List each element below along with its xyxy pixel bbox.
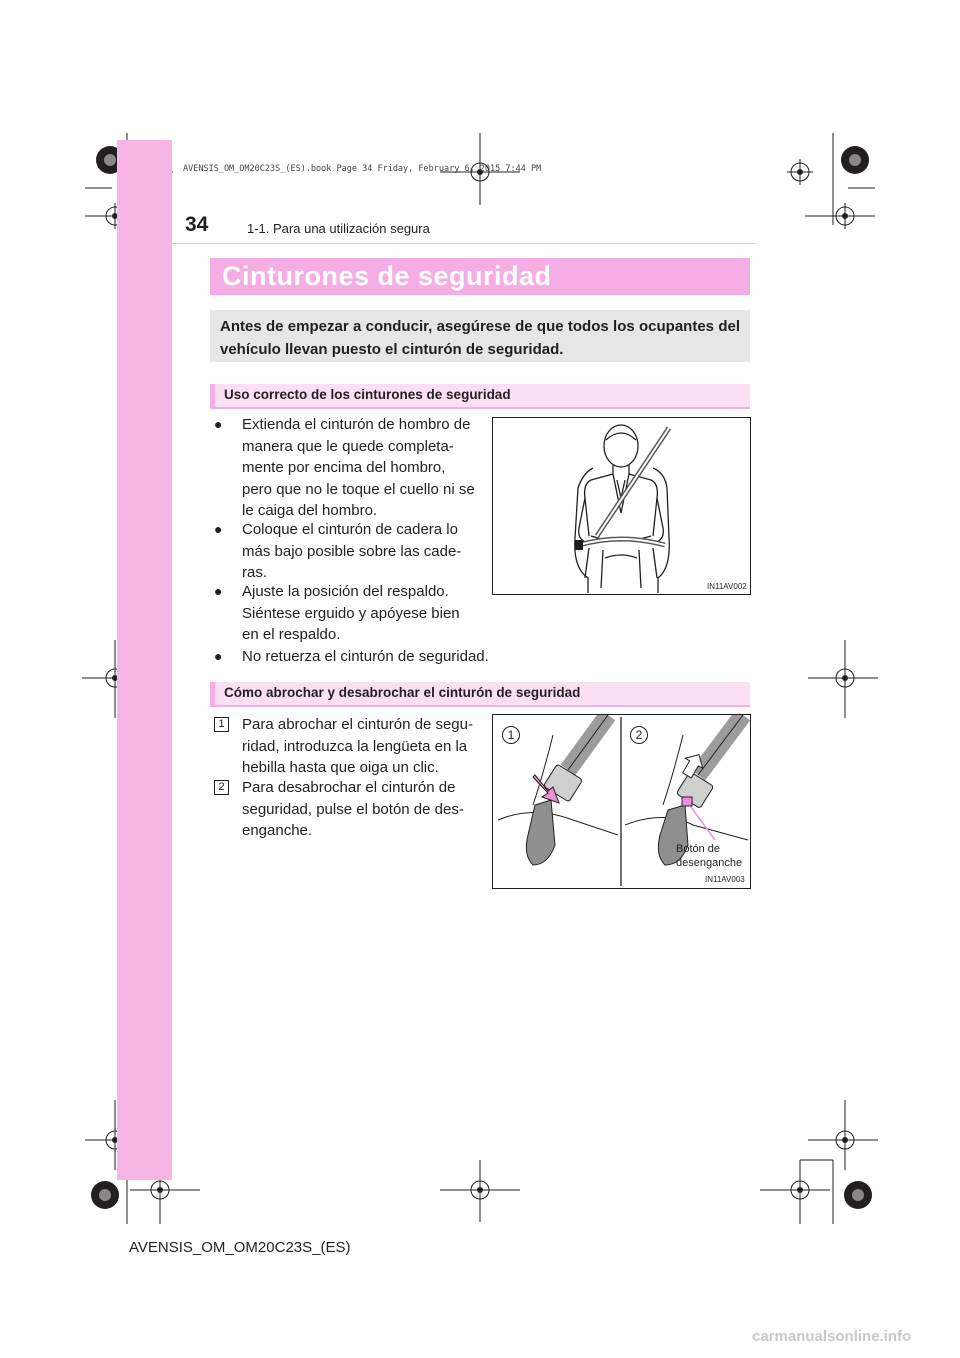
bullet-line: No retuerza el cinturón de seguridad. <box>242 648 489 665</box>
step-line: enganche. <box>242 822 313 839</box>
bullet-symbol: ● <box>214 648 223 664</box>
section-heading-label: Uso correcto de los cinturones de seguridad <box>224 387 511 402</box>
bullet-line: más bajo posible sobre las cade- <box>242 542 462 560</box>
bullet-item <box>214 414 484 522</box>
bullet-text <box>242 581 492 646</box>
bullet-line: Siéntese erguido y apóyese bien <box>242 604 460 622</box>
step-text <box>242 777 476 842</box>
intro-box <box>210 310 750 362</box>
release-button-label <box>676 842 742 870</box>
step-line: ridad, introduzca la lengüeta en la <box>242 737 468 755</box>
chapter-title: 1-1. Para una utilización segura <box>247 221 430 236</box>
bullet-line: Ajuste la posición del respaldo. <box>242 583 449 600</box>
bullet-line: Coloque el cinturón de cadera lo <box>242 521 458 538</box>
step-number-badge: 1 <box>214 717 229 732</box>
figure-code: IN11AV002 <box>707 582 747 591</box>
watermark: carmanualsonline.info <box>752 1328 912 1345</box>
bullet-item <box>214 519 484 584</box>
bullet-line: en el respaldo. <box>242 626 341 643</box>
bullet-line: pero que no le toque el cuello ni se <box>242 480 475 498</box>
bullet-symbol: ● <box>214 583 223 599</box>
footer-doc-id: AVENSIS_OM_OM20C23S_(ES) <box>129 1239 351 1256</box>
bullet-text <box>242 519 492 584</box>
section-accent <box>210 384 215 407</box>
bullet-item <box>214 581 484 646</box>
section-heading-correct-use <box>210 384 750 409</box>
book-meta: AVENSIS_OM_OM20C23S_(ES).book Page 34 Friday, February 6, 2015 7:44 PM <box>183 164 542 174</box>
bullet-line: manera que le quede completa- <box>242 437 454 455</box>
header-rule <box>117 243 755 244</box>
page-number: 34 <box>185 213 209 236</box>
callout-number: 1 <box>502 726 520 744</box>
page-title: Cinturones de seguridad <box>222 261 552 291</box>
step-line: Para abrochar el cinturón de segu- <box>242 716 473 733</box>
step-number-badge: 2 <box>214 780 229 795</box>
section-heading-fasten-release <box>210 682 750 707</box>
step-line: seguridad, pulse el botón de des- <box>242 800 464 818</box>
figure-code: IN11AV003 <box>705 875 745 884</box>
bullet-text <box>242 646 532 668</box>
bullet-line: Extienda el cinturón de hombro de <box>242 416 471 433</box>
bullet-line: le caiga del hombro. <box>242 502 378 519</box>
callout-number: 2 <box>630 726 648 744</box>
side-color-strip <box>117 140 172 1180</box>
figure-buckle-operation <box>492 714 751 889</box>
label-line: desenganche <box>676 857 743 869</box>
step-line: hebilla hasta que oiga un clic. <box>242 759 439 776</box>
section-accent <box>210 682 215 705</box>
step-text <box>242 714 476 779</box>
bullet-line: ras. <box>242 564 268 581</box>
figure-seatbelt-position <box>492 417 751 595</box>
bullet-symbol: ● <box>214 521 223 537</box>
label-line: Botón de <box>676 843 721 855</box>
page-title-bar <box>210 258 750 295</box>
seated-occupant-illustration <box>493 418 750 594</box>
bullet-item <box>214 646 514 668</box>
step-line: Para desabrochar el cinturón de <box>242 779 456 796</box>
bullet-symbol: ● <box>214 416 223 432</box>
bullet-line: mente por encima del hombro, <box>242 459 446 476</box>
bullet-text <box>242 414 492 522</box>
section-heading-label: Cómo abrochar y desabrochar el cinturón de seguridad <box>224 685 581 700</box>
intro-text: Antes de empezar a conducir, asegúrese de que todos los ocupantes del vehículo llevan puesto el cinturón de seguridad. <box>220 318 740 358</box>
